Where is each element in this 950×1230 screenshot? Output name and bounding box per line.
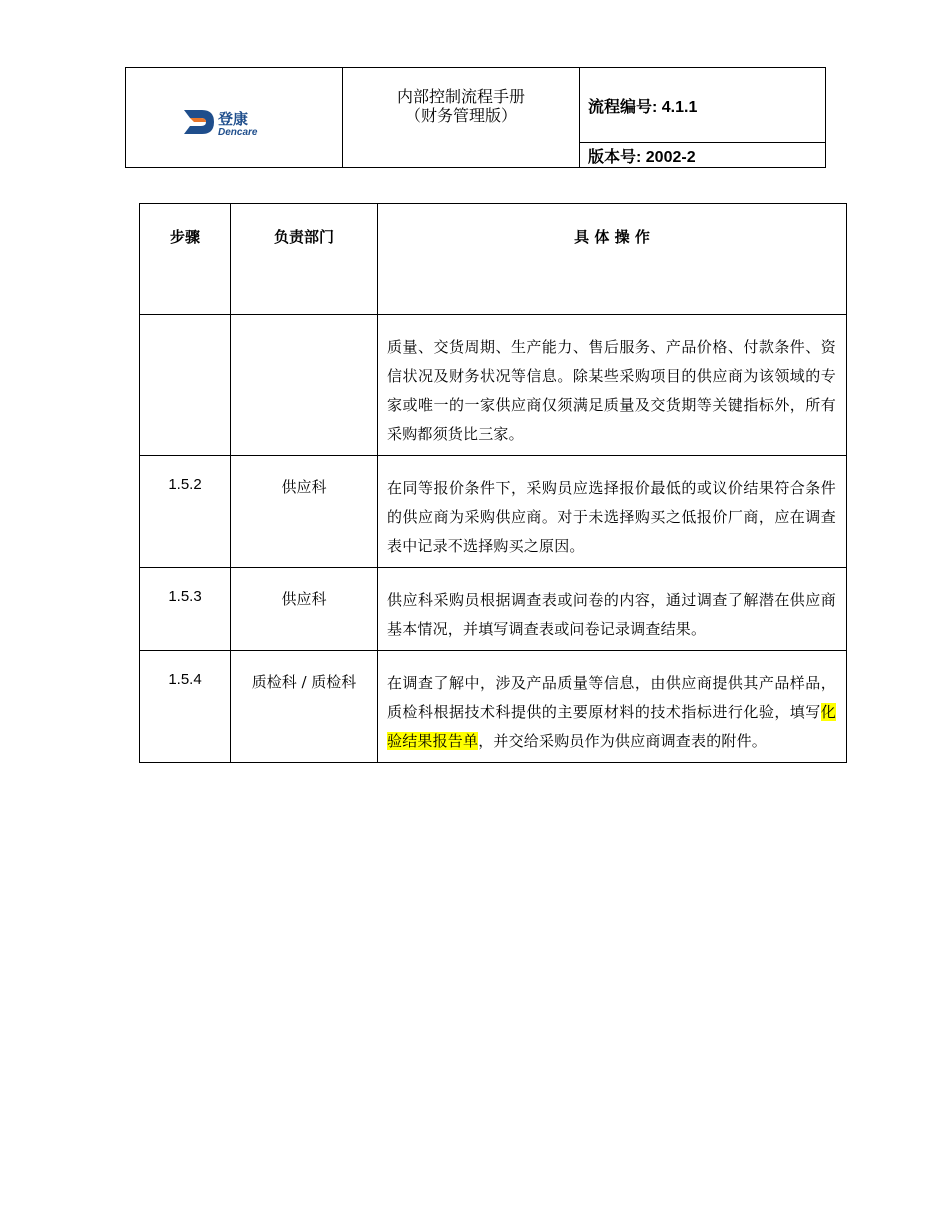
step-cell: 1.5.4 [140,651,231,763]
column-header-operation: 具 体 操 作 [378,204,847,315]
table-row [140,651,847,763]
operation-cell: 质量、交货周期、生产能力、售后服务、产品价格、付款条件、资信状况及财务状况等信息。除某些采购项目的供应商为该领域的专家或唯一的一家供应商仅须满足质量及交货期等关键指标外，所有采购都须货比三家。 [378,315,847,456]
table-row [140,315,847,456]
table-row [140,456,847,568]
dept-cell: 供应科 [231,568,378,651]
operation-cell [378,651,847,763]
step-cell: 1.5.2 [140,456,231,568]
step-cell [140,315,231,456]
document-header [125,67,826,168]
operation-cell: 供应科采购员根据调查表或问卷的内容，通过调查了解潜在供应商基本情况，并填写调查表或问卷记录调查结果。 [378,568,847,651]
procedure-table [139,203,847,763]
column-header-step: 步骤 [140,204,231,315]
process-number: 流程编号: 4.1.1 [580,68,826,143]
table-header-row [140,204,847,315]
step-cell: 1.5.3 [140,568,231,651]
dept-cell [231,315,378,456]
logo-cn-text: 登康 [218,110,249,128]
manual-title-line1: 内部控制流程手册 [396,89,525,106]
manual-title-line2: （财务管理版） [404,108,517,125]
operation-cell: 在同等报价条件下，采购员应选择报价最低的或议价结果符合条件的供应商为采购供应商。对于未选择购买之低报价厂商，应在调查表中记录不选择购买之原因。 [378,456,847,568]
column-header-dept: 负责部门 [231,204,378,315]
highlighted-report-name: 化验结果报告单 [387,703,836,750]
logo-en-text: Dencare [218,127,258,138]
dept-cell: 供应科 [231,456,378,568]
table-row [140,568,847,651]
operation-text-after: ，并交给采购员作为供应商调查表的附件。 [478,732,768,750]
manual-title [343,68,580,168]
dencare-logo [182,104,282,140]
logo-cell [126,68,343,168]
version-number: 版本号: 2002-2 [580,143,826,168]
dept-cell: 质检科 / 质检科 [231,651,378,763]
operation-text-before: 在调查了解中，涉及产品质量等信息，由供应商提供其产品样品，质检科根据技术科提供的主要原材料的技术指标进行化验，填写 [387,674,836,721]
